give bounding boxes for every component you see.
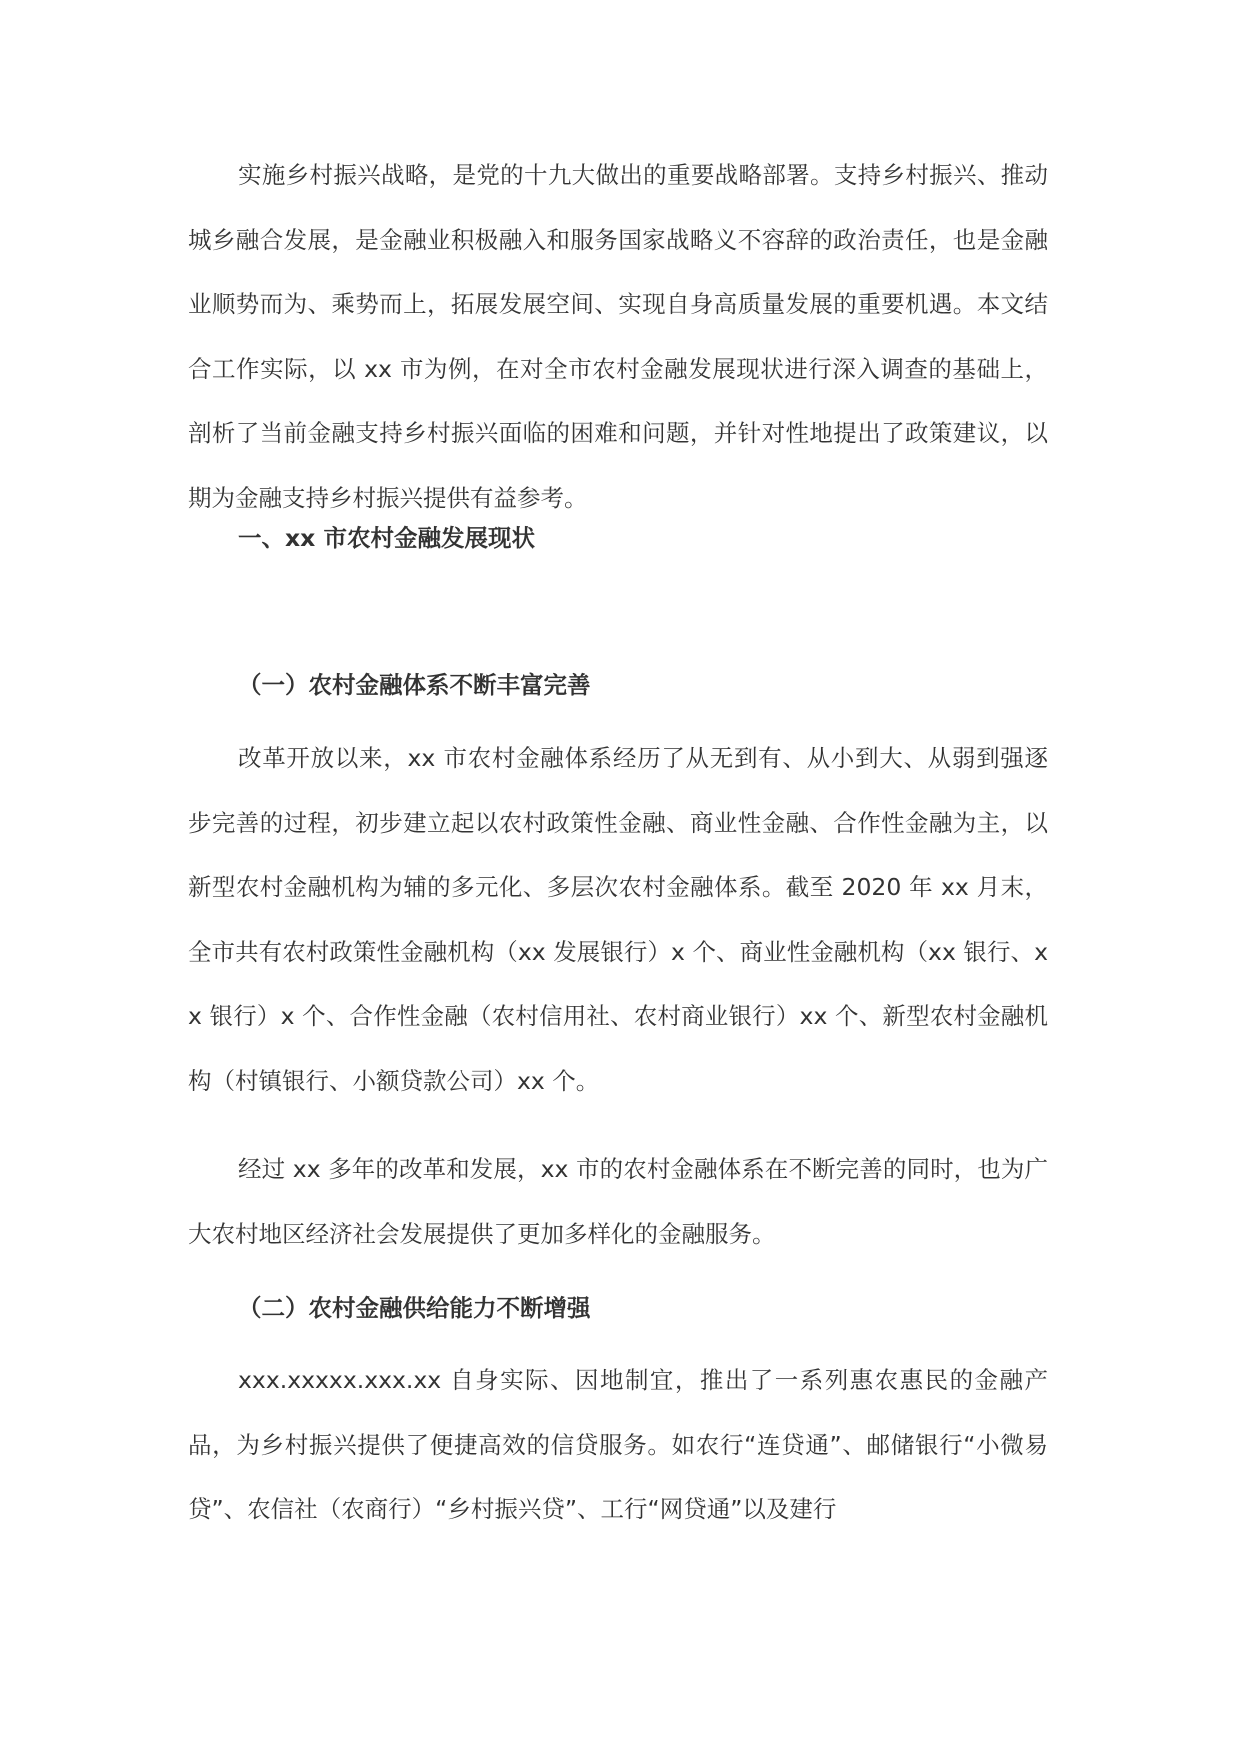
subsection-1-paragraph-1: 改革开放以来，xx 市农村金融体系经历了从无到有、从小到大、从弱到强逐步完善的过程，初步建立起以农村政策性金融、商业性金融、合作性金融为主，以新型农村金融机构为辅的多元化、多层次农村金融体系。截至 2020 年 xx 月末，全市共有农村政策性金融机构（xx 发展银行）x 个、商业性金融机构（xx 银行、xx 银行）x 个、合作性金融（农村信用社、农村商业银行）xx 个、新型农村金融机构（村镇银行、小额贷款公司）xx 个。	[188, 744, 1048, 1095]
subsection-1-paragraph-2: 经过 xx 多年的改革和发展，xx 市的农村金融体系在不断完善的同时，也为广大农村地区经济社会发展提供了更加多样化的金融服务。	[188, 1155, 1048, 1248]
intro-paragraph: 实施乡村振兴战略，是党的十九大做出的重要战略部署。支持乡村振兴、推动城乡融合发展，是金融业积极融入和服务国家战略义不容辞的政治责任，也是金融业顺势而为、乘势而上，拓展发展空间、实现自身高质量发展的重要机遇。本文结合工作实际，以 xx 市为例，在对全市农村金融发展现状进行深入调查的基础上，剖析了当前金融支持乡村振兴面临的困难和问题，并针对性地提出了政策建议，以期为金融支持乡村振兴提供有益参考。	[188, 161, 1048, 512]
subsection-heading-2: （二）农村金融供给能力不断增强	[238, 1294, 591, 1322]
subsection-2-paragraph-1: xxx.xxxxx.xxx.xx 自身实际、因地制宜，推出了一系列惠农惠民的金融产品，为乡村振兴提供了便捷高效的信贷服务。如农行“连贷通”、邮储银行“小微易贷”、农信社（农商行）“乡村振兴贷”、工行“网贷通”以及建行	[188, 1366, 1048, 1523]
section-heading-1: 一、xx 市农村金融发展现状	[238, 524, 535, 552]
subsection-heading-1: （一）农村金融体系不断丰富完善	[238, 671, 591, 699]
